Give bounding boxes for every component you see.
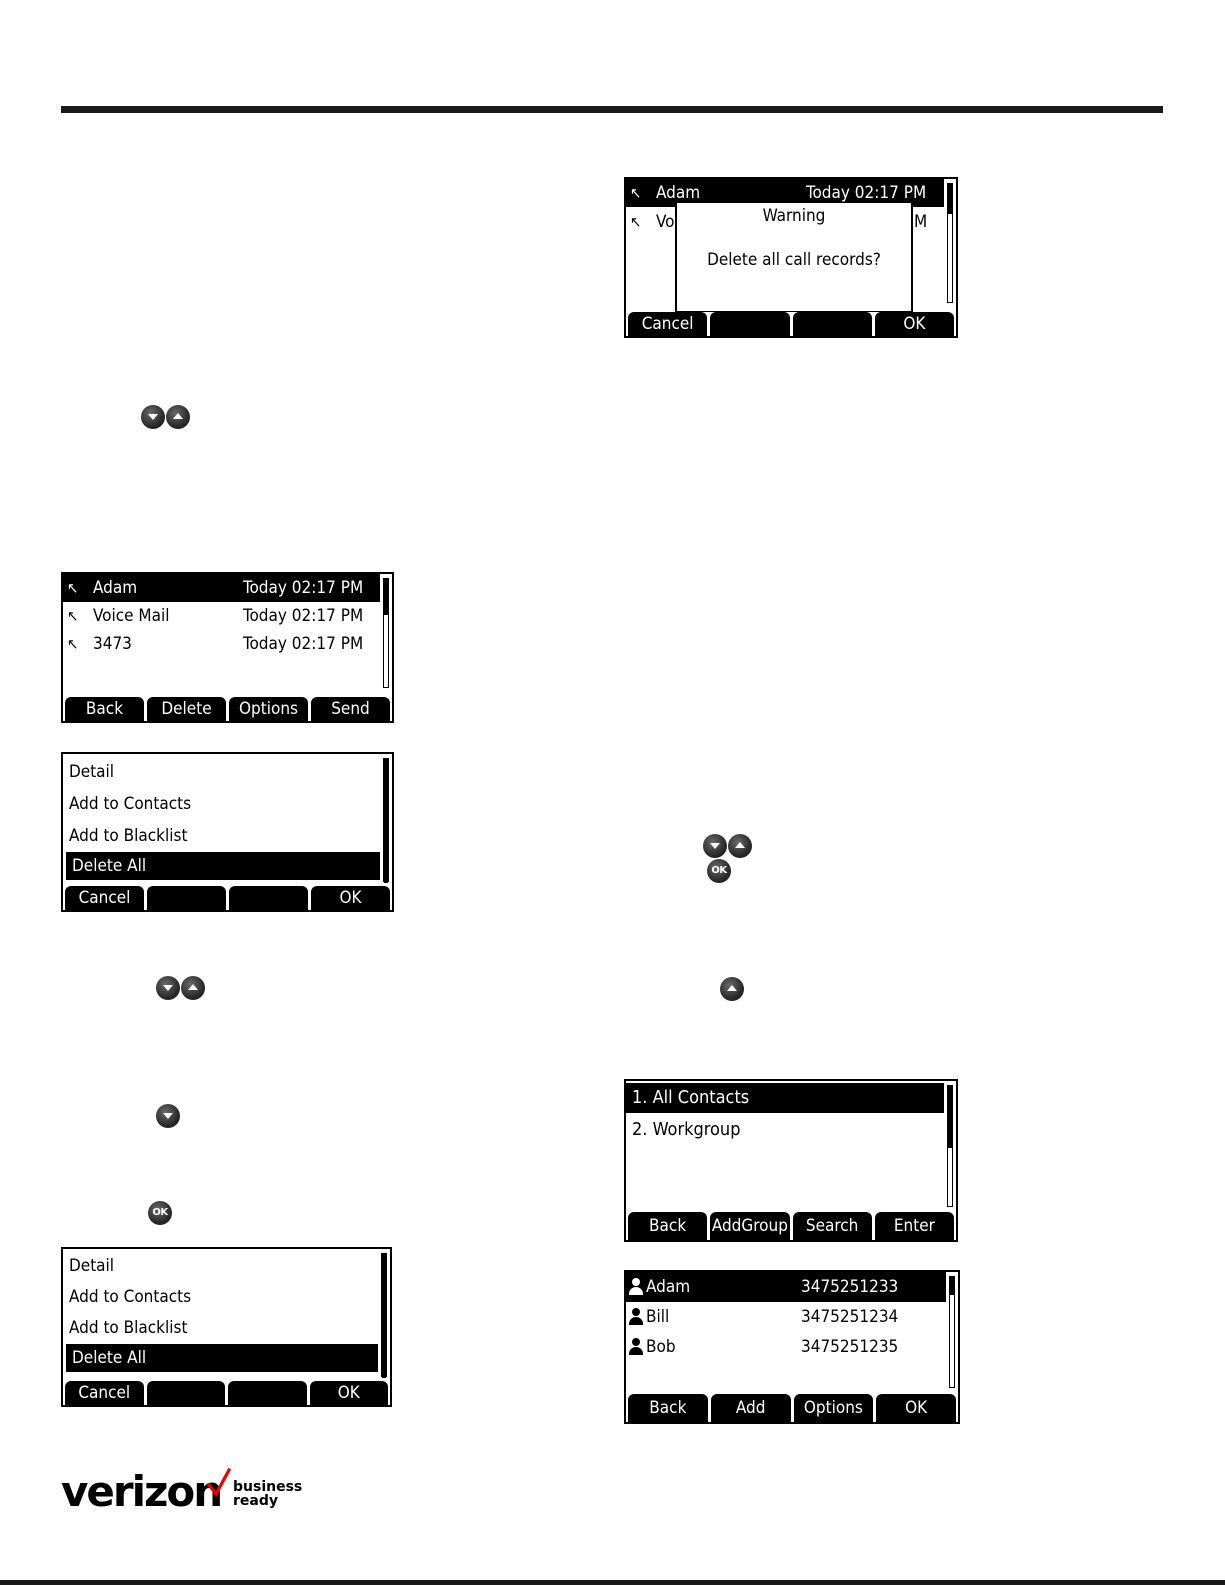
menu-item-detail[interactable]: Detail xyxy=(69,762,115,782)
contact-name: Bill xyxy=(646,1307,670,1327)
contact-name: Adam xyxy=(646,1277,691,1297)
logo-tagline-line1: business xyxy=(233,1479,303,1495)
softkey-ok[interactable]: OK xyxy=(876,1394,956,1422)
softkey-enter[interactable]: Enter xyxy=(875,1212,954,1240)
softkey-add[interactable]: Add xyxy=(711,1394,791,1422)
menu-item-add-to-contacts[interactable]: Add to Contacts xyxy=(69,1287,192,1307)
contact-row[interactable] xyxy=(626,1272,946,1302)
softkey-ok[interactable]: OK xyxy=(310,1381,389,1405)
logo-wordmark: verizon xyxy=(61,1467,222,1516)
softkey-bar xyxy=(626,1212,956,1240)
directory-item-workgroup[interactable]: 2. Workgroup xyxy=(632,1119,741,1140)
key-down-4 xyxy=(703,834,727,858)
outgoing-arrow-icon: ↖ xyxy=(630,213,642,231)
logo-tagline xyxy=(233,1480,302,1508)
key-up-4 xyxy=(728,834,752,858)
bottom-rule xyxy=(0,1580,1225,1585)
history-row xyxy=(63,630,380,658)
history-row xyxy=(63,602,380,630)
softkey-empty xyxy=(710,312,789,336)
softkey-empty xyxy=(228,1381,307,1405)
warning-message: Delete all call records? xyxy=(707,250,881,270)
logo-tagline-line2: ready xyxy=(233,1493,278,1509)
history-row-time: Today 02:17 PM xyxy=(806,183,927,203)
contact-name: Bob xyxy=(646,1337,676,1357)
key-up-2 xyxy=(181,976,205,1000)
outgoing-arrow-icon: ↖ xyxy=(67,579,79,597)
history-row xyxy=(63,574,380,602)
warning-title: Warning xyxy=(762,206,826,226)
history-row-time: Today 02:17 PM xyxy=(243,634,364,654)
contact-row[interactable] xyxy=(626,1332,946,1362)
contacts-screen xyxy=(624,1270,960,1424)
softkey-empty xyxy=(147,1381,226,1405)
softkey-delete[interactable]: Delete xyxy=(147,697,226,721)
softkey-back[interactable]: Back xyxy=(65,697,144,721)
menu-item-detail[interactable]: Detail xyxy=(69,1256,115,1276)
options-menu-screen-2 xyxy=(61,1247,392,1407)
history-row-name: 3473 xyxy=(93,634,132,654)
key-down-1 xyxy=(141,405,165,429)
softkey-bar xyxy=(63,1381,390,1405)
menu-item-delete-all[interactable]: Delete All xyxy=(66,1344,378,1372)
history-row-time: Today 02:17 PM xyxy=(243,606,364,626)
history-row-name: Vo xyxy=(656,212,675,232)
key-down-2 xyxy=(156,976,180,1000)
history-row-time: M xyxy=(914,212,928,232)
scrollbar xyxy=(947,183,953,303)
menu-item-add-to-contacts[interactable]: Add to Contacts xyxy=(69,794,192,814)
softkey-ok[interactable]: OK xyxy=(875,312,954,336)
warning-dialog xyxy=(675,203,913,313)
softkey-back[interactable]: Back xyxy=(628,1212,707,1240)
softkey-addgroup[interactable]: AddGroup xyxy=(710,1212,789,1240)
warning-screen xyxy=(624,177,958,338)
history-row-name: Adam xyxy=(656,183,701,203)
key-up-5 xyxy=(720,977,744,1001)
scrollbar xyxy=(383,758,389,882)
softkey-cancel[interactable]: Cancel xyxy=(65,886,144,910)
directory-screen xyxy=(624,1079,958,1242)
history-screen xyxy=(61,572,394,723)
scrollbar xyxy=(383,578,389,688)
contact-person-icon xyxy=(628,1308,644,1326)
options-menu-screen xyxy=(61,752,394,912)
menu-item-add-to-blacklist[interactable]: Add to Blacklist xyxy=(69,1318,188,1338)
key-up-1 xyxy=(166,405,190,429)
history-row-name: Adam xyxy=(93,578,138,598)
outgoing-arrow-icon: ↖ xyxy=(67,607,79,625)
softkey-bar xyxy=(63,886,392,910)
contact-number: 3475251233 xyxy=(801,1277,899,1297)
history-row-name: Voice Mail xyxy=(93,606,170,626)
softkey-cancel[interactable]: Cancel xyxy=(65,1381,144,1405)
softkey-bar xyxy=(626,1394,958,1422)
scrollbar xyxy=(949,1276,955,1388)
outgoing-arrow-icon: ↖ xyxy=(67,635,79,653)
contact-person-icon xyxy=(628,1278,644,1296)
scrollbar xyxy=(381,1253,387,1377)
softkey-empty xyxy=(229,886,308,910)
menu-item-delete-all[interactable]: Delete All xyxy=(66,852,380,880)
softkey-cancel[interactable]: Cancel xyxy=(628,312,707,336)
contact-number: 3475251235 xyxy=(801,1337,899,1357)
contact-number: 3475251234 xyxy=(801,1307,899,1327)
history-row-time: Today 02:17 PM xyxy=(243,578,364,598)
softkey-send[interactable]: Send xyxy=(311,697,390,721)
softkey-options[interactable]: Options xyxy=(229,697,308,721)
softkey-options[interactable]: Options xyxy=(794,1394,874,1422)
softkey-back[interactable]: Back xyxy=(628,1394,708,1422)
scrollbar xyxy=(947,1085,953,1207)
softkey-bar xyxy=(63,697,392,721)
softkey-search[interactable]: Search xyxy=(793,1212,872,1240)
top-rule xyxy=(61,106,1163,113)
menu-item-add-to-blacklist[interactable]: Add to Blacklist xyxy=(69,826,188,846)
softkey-empty xyxy=(793,312,872,336)
key-ok-1: OK xyxy=(148,1201,172,1225)
outgoing-arrow-icon: ↖ xyxy=(630,184,642,202)
contact-person-icon xyxy=(628,1338,644,1356)
softkey-ok[interactable]: OK xyxy=(311,886,390,910)
key-ok-2: OK xyxy=(707,859,731,883)
softkey-bar xyxy=(626,312,956,336)
key-down-3 xyxy=(156,1104,180,1128)
logo-checkmark-icon xyxy=(207,1468,231,1498)
contact-row[interactable] xyxy=(626,1302,946,1332)
softkey-empty xyxy=(147,886,226,910)
directory-item-all-contacts[interactable]: 1. All Contacts xyxy=(626,1083,944,1113)
